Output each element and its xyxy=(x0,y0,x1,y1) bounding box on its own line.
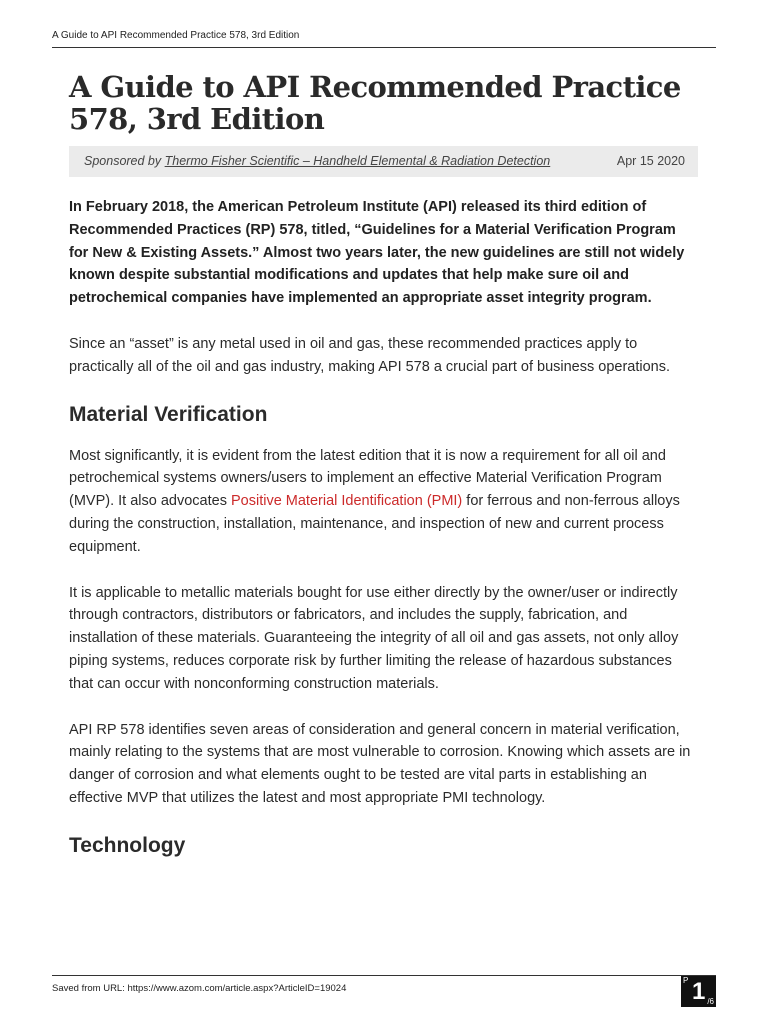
sponsor-prefix: Sponsored by xyxy=(84,154,162,168)
page-indicator xyxy=(681,976,716,1007)
header-divider xyxy=(52,47,716,48)
paragraph-text: for ferrous and non-ferrous alloys during the construction, installation, maintenance, and inspection of new and current process equipment. xyxy=(69,493,680,555)
body-paragraph: API RP 578 identifies seven areas of consideration and general concern in material verification, mainly relating to the systems that are most vulnerable to corrosion. Knowing which assets are in danger of corrosion and what elements ought to be tested are vital parts in establishing an effective MVP that utilizes the latest and most appropriate PMI technology. xyxy=(69,721,691,806)
page-total: /6 xyxy=(707,997,714,1006)
article-body xyxy=(69,196,699,876)
paragraph-text: Most significantly, it is evident from the latest edition that it is now a requirement for all oil and petrochemical systems owners/users to implement an effective Material Verification Program (MVP). It also advocates xyxy=(69,447,666,510)
footer-divider xyxy=(52,975,716,976)
page-number: 1 xyxy=(692,978,706,1005)
lead-paragraph: In February 2018, the American Petroleum Institute (API) released its third edition of Recommended Practices (RP) 578, titled, “Guidelines for a Material Verification Program for New & Existing Assets.” Almost two years later, the new guidelines are still not widely known despite substantial modifications and updates that help make sure oil and petrochemical companies have implemented an appropriate asset integrity program. xyxy=(69,199,685,307)
sponsor-credit xyxy=(84,154,550,168)
pmi-link[interactable]: Positive Material Identification (PMI) xyxy=(230,493,463,510)
publish-date: Apr 15 2020 xyxy=(616,154,685,168)
intro-paragraph: Since an “asset” is any metal used in oil and gas, these recommended practices apply to practically all of the oil and gas industry, making API 578 a crucial part of business operations. xyxy=(69,335,670,375)
body-paragraph: It is applicable to metallic materials bought for use either directly by the owner/user or indirectly through contractors, distributors or fabricators, and includes the supply, fabrication, and installation of these materials. Guaranteeing the integrity of all oil and gas assets, not only alloy piping systems, reduces corporate risk by further limiting the release of hazardous substances that can occur with nonconforming construction materials. xyxy=(69,584,679,692)
section-heading-material-verification: Material Verification xyxy=(69,402,268,426)
running-header: A Guide to API Recommended Practice 578, 3rd Edition xyxy=(52,30,300,41)
article-title: A Guide to API Recommended Practice 578, 3rd Edition xyxy=(69,70,681,136)
section-heading-technology: Technology xyxy=(69,833,186,857)
page-prefix: P xyxy=(683,976,689,985)
sponsor-bar xyxy=(69,146,698,177)
sponsor-link[interactable]: Thermo Fisher Scientific – Handheld Elemental & Radiation Detection xyxy=(164,154,551,168)
saved-from-url: Saved from URL: https://www.azom.com/article.aspx?ArticleID=19024 xyxy=(52,983,347,994)
body-paragraph xyxy=(69,445,699,559)
